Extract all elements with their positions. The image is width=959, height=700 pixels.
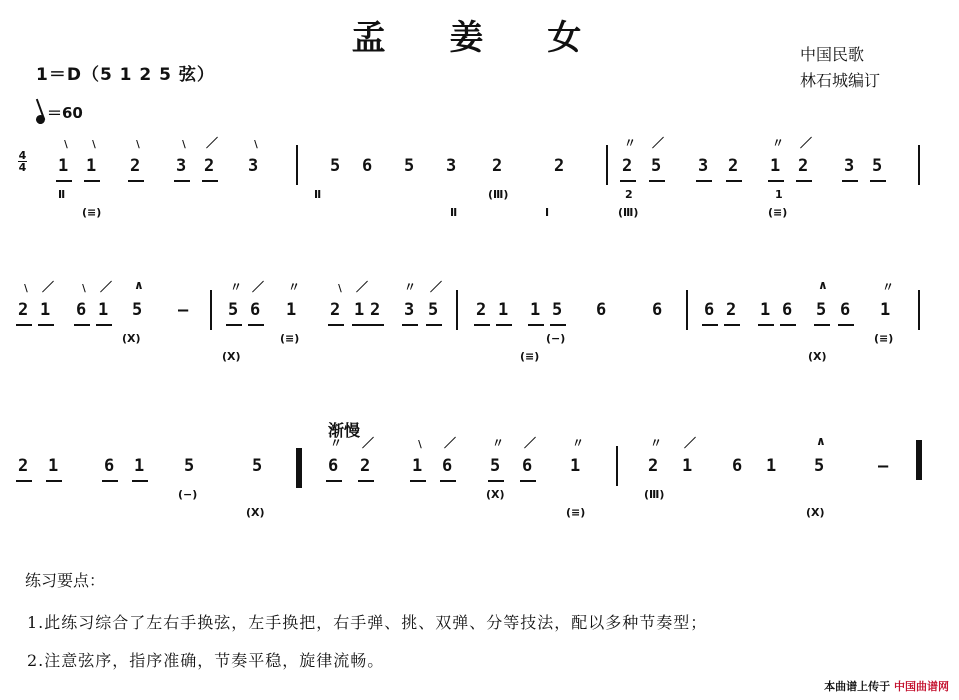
note: 1 — [682, 456, 693, 476]
bowing-mark: ∧ — [134, 278, 144, 292]
note: 5 — [184, 456, 195, 476]
bowing-mark: 〃 — [650, 436, 663, 450]
note: 2 — [360, 456, 371, 476]
footer-credit — [824, 678, 949, 694]
bowing-mark: 〃 — [330, 436, 343, 450]
note-underline — [842, 180, 858, 182]
note: 6 — [596, 300, 607, 320]
note-underline — [870, 180, 886, 182]
note-underline — [226, 324, 242, 326]
bowing-mark: ／ — [444, 436, 457, 450]
note-underline — [74, 324, 90, 326]
string-marking: Ⅱ — [450, 206, 458, 219]
site-logo[interactable]: 中国曲谱网 — [894, 680, 949, 693]
note-underline — [696, 180, 712, 182]
string-marking: (Ⅹ) — [486, 488, 505, 501]
note: 6 — [104, 456, 115, 476]
barline — [606, 145, 608, 185]
note: 6 — [782, 300, 793, 320]
bowing-mark: ﹨ — [20, 280, 33, 294]
note-underline — [16, 480, 32, 482]
note: 1 — [498, 300, 509, 320]
footer-prefix: 本曲谱上传于 — [824, 680, 891, 693]
note: 5 — [651, 156, 662, 176]
note: 6 — [522, 456, 533, 476]
barline — [210, 290, 212, 330]
string-marking: Ⅱ — [58, 188, 66, 201]
note-underline — [46, 480, 62, 482]
string-marking: (≡) — [280, 332, 300, 345]
barline — [456, 290, 458, 330]
note: 3 — [698, 156, 709, 176]
note-underline — [768, 180, 784, 182]
note-underline — [132, 480, 148, 482]
note: 6 — [732, 456, 743, 476]
note: 5 — [330, 156, 341, 176]
bowing-mark: 〃 — [288, 280, 301, 294]
note-underline — [402, 324, 418, 326]
bowing-mark: ／ — [524, 436, 537, 450]
bowing-mark: ／ — [652, 136, 665, 150]
note: 1 — [286, 300, 297, 320]
bowing-mark: ∧ — [816, 434, 826, 448]
string-marking: (≡) — [566, 506, 586, 519]
double-barline — [296, 448, 302, 488]
practice-notes-heading: 练习要点： — [25, 571, 106, 590]
string-marking: (≡) — [520, 350, 540, 363]
quarter-note-icon — [35, 114, 47, 126]
time-signature-bottom: 4 — [18, 161, 27, 174]
bowing-mark: ／ — [800, 136, 813, 150]
string-marking: Ⅱ — [314, 188, 322, 201]
note: 1 — [880, 300, 891, 320]
note-underline — [96, 324, 112, 326]
note-underline — [16, 324, 32, 326]
note-underline — [368, 324, 384, 326]
note: 5 — [552, 300, 563, 320]
note: 5 — [490, 456, 501, 476]
bowing-mark: 〃 — [404, 280, 417, 294]
barline — [616, 446, 618, 486]
tempo-marking — [36, 102, 83, 123]
note-underline — [248, 324, 264, 326]
note-underline — [528, 324, 544, 326]
note-underline — [649, 180, 665, 182]
string-marking: (Ⅹ) — [122, 332, 141, 345]
note: 2 — [728, 156, 739, 176]
note-underline — [814, 324, 830, 326]
note-underline — [620, 180, 636, 182]
tempo-change-label: 渐慢 — [328, 421, 361, 440]
note-underline — [550, 324, 566, 326]
note: 5 — [428, 300, 439, 320]
note: 5 — [872, 156, 883, 176]
bowing-mark: ／ — [100, 280, 113, 294]
note: 2 — [130, 156, 141, 176]
bowing-mark: ﹨ — [88, 136, 101, 150]
note: 1 — [98, 300, 109, 320]
bowing-mark: 〃 — [230, 280, 243, 294]
bowing-mark: ／ — [206, 136, 219, 150]
note: 1 — [412, 456, 423, 476]
string-marking: (Ⅹ) — [246, 506, 265, 519]
note: 2 — [330, 300, 341, 320]
note: 2 — [476, 300, 487, 320]
note: 2 — [18, 456, 29, 476]
note-underline — [358, 480, 374, 482]
bowing-mark: ﹨ — [132, 136, 145, 150]
note-underline — [780, 324, 796, 326]
note: 3 — [176, 156, 187, 176]
note: 3 — [844, 156, 855, 176]
note: 1 — [134, 456, 145, 476]
note: 2 — [726, 300, 737, 320]
string-marking: (Ⅲ) — [488, 188, 509, 201]
bowing-mark: ／ — [684, 436, 697, 450]
note: 2 — [554, 156, 565, 176]
note: 2 — [492, 156, 503, 176]
note: 5 — [252, 456, 263, 476]
note: – — [178, 300, 189, 320]
note-underline — [102, 480, 118, 482]
note: 2 — [648, 456, 659, 476]
note: 5 — [132, 300, 143, 320]
note-underline — [328, 324, 344, 326]
string-marking: (Ⅲ) — [618, 206, 639, 219]
practice-note-1: 1.此练习综合了左右手换弦，左手换把，右手弹、挑、双弹、分等技法，配以多种节奏型； — [27, 613, 708, 632]
note: 3 — [446, 156, 457, 176]
note: 2 — [204, 156, 215, 176]
note-underline — [796, 180, 812, 182]
time-signature-top: 4 — [18, 149, 27, 162]
note-underline — [38, 324, 54, 326]
bowing-mark: ﹨ — [78, 280, 91, 294]
note-underline — [474, 324, 490, 326]
tempo-value: ＝60 — [47, 104, 83, 122]
note: 2 — [798, 156, 809, 176]
barline — [918, 145, 920, 185]
note: 3 — [248, 156, 259, 176]
note-underline — [496, 324, 512, 326]
note: 6 — [362, 156, 373, 176]
note: 6 — [328, 456, 339, 476]
string-marking: (≡) — [768, 206, 788, 219]
barline — [296, 145, 298, 185]
string-marking: 1 — [775, 188, 783, 201]
note-underline — [440, 480, 456, 482]
note: 2 — [622, 156, 633, 176]
bowing-mark: ﹨ — [60, 136, 73, 150]
note-underline — [202, 180, 218, 182]
note: 1 — [770, 156, 781, 176]
bowing-mark: ／ — [362, 436, 375, 450]
bowing-mark: ／ — [356, 280, 369, 294]
note-underline — [410, 480, 426, 482]
string-marking: Ⅰ — [545, 206, 550, 219]
string-marking: (Ⅹ) — [222, 350, 241, 363]
note: 2 — [370, 300, 381, 320]
string-marking: 2 — [625, 188, 633, 201]
note-underline — [758, 324, 774, 326]
page-title: 孟 姜 女 — [351, 18, 608, 58]
note: 1 — [570, 456, 581, 476]
bowing-mark: ∧ — [818, 278, 828, 292]
note-underline — [174, 180, 190, 182]
note-underline — [326, 480, 342, 482]
string-marking: (Ⅹ) — [808, 350, 827, 363]
note: 1 — [530, 300, 541, 320]
note: 6 — [250, 300, 261, 320]
bowing-mark: ﹨ — [250, 136, 263, 150]
bowing-mark: ﹨ — [334, 280, 347, 294]
note: 5 — [404, 156, 415, 176]
note-underline — [84, 180, 100, 182]
bowing-mark: ﹨ — [414, 436, 427, 450]
bowing-mark: 〃 — [624, 136, 637, 150]
note-underline — [726, 180, 742, 182]
note: 6 — [704, 300, 715, 320]
bowing-mark: ／ — [252, 280, 265, 294]
note: 6 — [840, 300, 851, 320]
bowing-mark: ／ — [430, 280, 443, 294]
bowing-mark: 〃 — [772, 136, 785, 150]
string-marking: (Ⅲ) — [644, 488, 665, 501]
note: 1 — [86, 156, 97, 176]
time-signature — [18, 150, 27, 173]
note-underline — [426, 324, 442, 326]
practice-note-2: 2.注意弦序，指序准确，节奏平稳，旋律流畅。 — [27, 651, 385, 670]
string-marking: (−) — [178, 488, 198, 501]
note-underline — [702, 324, 718, 326]
note: 1 — [760, 300, 771, 320]
note: 6 — [76, 300, 87, 320]
barline — [686, 290, 688, 330]
key-signature: 1＝D（5 1 2 5 弦） — [36, 65, 215, 85]
note-underline — [838, 324, 854, 326]
note-underline — [128, 180, 144, 182]
note-underline — [488, 480, 504, 482]
bowing-mark: ／ — [42, 280, 55, 294]
note: 3 — [404, 300, 415, 320]
note: 5 — [228, 300, 239, 320]
note: 2 — [18, 300, 29, 320]
note: 6 — [442, 456, 453, 476]
bowing-mark: 〃 — [492, 436, 505, 450]
note-underline — [724, 324, 740, 326]
note: 1 — [354, 300, 365, 320]
barline — [918, 290, 920, 330]
string-marking: (−) — [546, 332, 566, 345]
bowing-mark: 〃 — [882, 280, 895, 294]
string-marking: (≡) — [82, 206, 102, 219]
arranger-label: 林石城编订 — [800, 71, 881, 90]
note: 1 — [58, 156, 69, 176]
note: 1 — [766, 456, 777, 476]
note: 1 — [48, 456, 59, 476]
note: 5 — [814, 456, 825, 476]
bowing-mark: ﹨ — [178, 136, 191, 150]
double-barline — [916, 440, 922, 480]
bowing-mark: 〃 — [572, 436, 585, 450]
note-underline — [352, 324, 368, 326]
string-marking: (≡) — [874, 332, 894, 345]
note: 6 — [652, 300, 663, 320]
string-marking: (Ⅹ) — [806, 506, 825, 519]
note: – — [878, 456, 889, 476]
note: 5 — [816, 300, 827, 320]
genre-label: 中国民歌 — [800, 45, 865, 64]
note-underline — [520, 480, 536, 482]
note-underline — [56, 180, 72, 182]
note: 1 — [40, 300, 51, 320]
